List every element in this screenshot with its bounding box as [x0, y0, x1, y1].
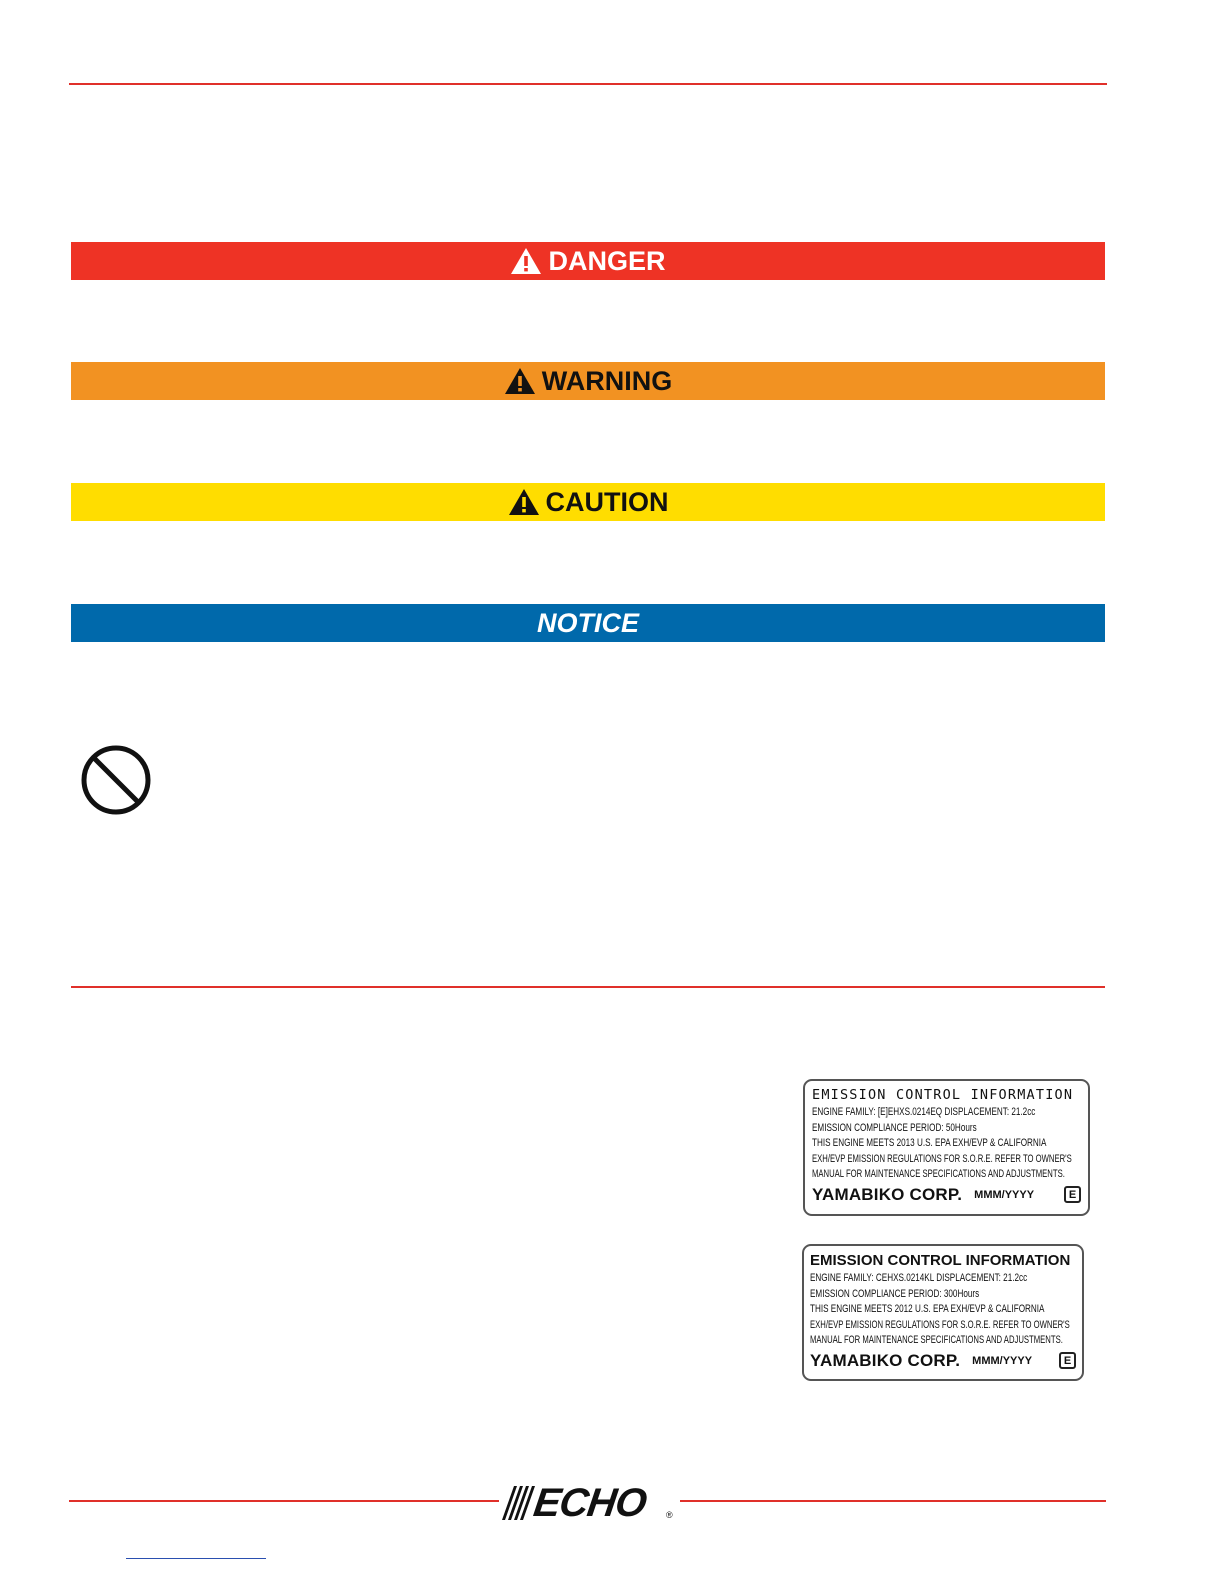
emission-label-line: EMISSION COMPLIANCE PERIOD: 300Hours	[810, 1287, 980, 1300]
notice-banner	[71, 604, 1105, 642]
emission-label-corp: YAMABIKO CORP.	[810, 1350, 961, 1370]
emission-label-title: EMISSION CONTROL INFORMATION	[812, 1087, 1074, 1103]
prohibition-icon	[80, 744, 152, 816]
notice-label: NOTICE	[536, 607, 639, 638]
emission-label	[802, 1244, 1084, 1381]
caution-banner	[71, 483, 1105, 521]
emission-label-line: THIS ENGINE MEETS 2013 U.S. EPA EXH/EVP & CALIFORNIA	[812, 1137, 1047, 1149]
caution-label: CAUTION	[545, 486, 669, 517]
emission-label-date: MMM/YYYY	[972, 1354, 1033, 1367]
warning-triangle-icon	[510, 247, 542, 275]
emission-label	[803, 1079, 1090, 1216]
emission-label-line: THIS ENGINE MEETS 2012 U.S. EPA EXH/EVP & CALIFORNIA	[810, 1303, 1045, 1315]
warning-banner	[71, 362, 1105, 400]
footer-link-underline	[126, 1558, 266, 1559]
emission-label-date: MMM/YYYY	[974, 1188, 1035, 1201]
echo-logo	[500, 1481, 678, 1525]
emission-mark-icon: E	[1064, 1186, 1081, 1203]
danger-banner	[71, 242, 1105, 280]
emission-label-line: EXH/EVP EMISSION REGULATIONS FOR S.O.R.E. REFER TO OWNER'S	[810, 1318, 1070, 1331]
emission-mark-icon: E	[1059, 1352, 1076, 1369]
emission-label-corp: YAMABIKO CORP.	[812, 1184, 963, 1204]
emission-label-line: ENGINE FAMILY: [E]EHXS.0214EQ DISPLACEMENT: 21.2cc	[812, 1106, 1036, 1118]
warning-triangle-icon	[504, 367, 536, 395]
emission-label-line: MANUAL FOR MAINTENANCE SPECIFICATIONS AND ADJUSTMENTS.	[812, 1168, 1065, 1180]
emission-label-line: EMISSION COMPLIANCE PERIOD: 50Hours	[812, 1121, 977, 1134]
warning-label: WARNING	[541, 365, 673, 396]
emission-label-line: ENGINE FAMILY: CEHXS.0214KL DISPLACEMENT: 21.2cc	[810, 1272, 1028, 1284]
emission-label-line: EXH/EVP EMISSION REGULATIONS FOR S.O.R.E. REFER TO OWNER'S	[812, 1152, 1072, 1165]
section-rule	[71, 986, 1105, 988]
emission-label-title: EMISSION CONTROL INFORMATION	[810, 1252, 1071, 1269]
danger-label: DANGER	[548, 245, 666, 276]
logo-wordmark: ECHO	[530, 1481, 649, 1525]
warning-triangle-icon	[508, 488, 540, 516]
emission-label-line: MANUAL FOR MAINTENANCE SPECIFICATIONS AND ADJUSTMENTS.	[810, 1334, 1063, 1346]
footer-rule-left	[69, 1500, 499, 1502]
header-rule	[69, 83, 1107, 85]
registered-mark-icon: ®	[666, 1510, 673, 1520]
footer-rule-right	[680, 1500, 1106, 1502]
